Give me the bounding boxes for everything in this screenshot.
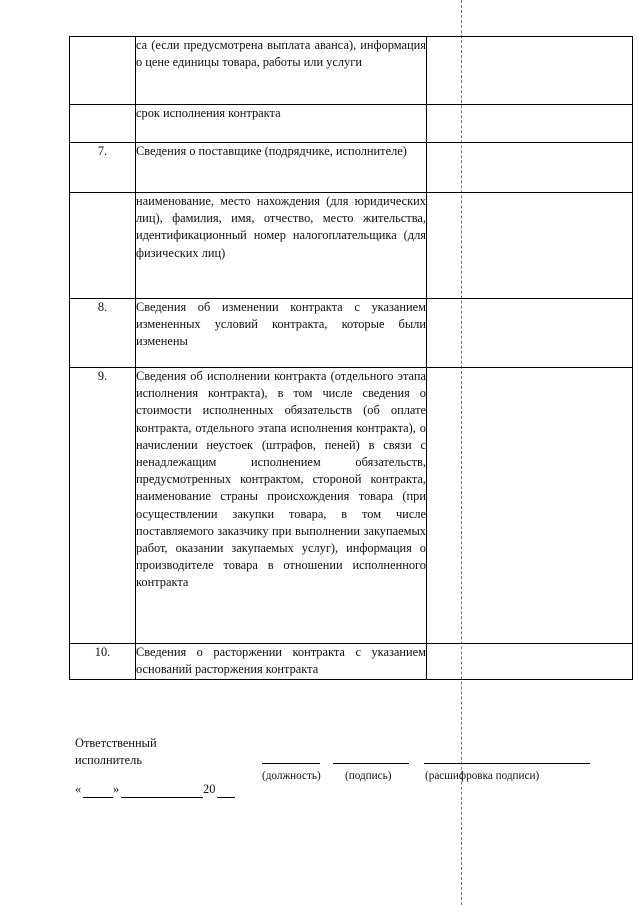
date-open-quote: « xyxy=(75,782,82,796)
date-month-blank xyxy=(121,797,203,798)
row-value-cell xyxy=(427,368,633,644)
signature-caption: (подпись) xyxy=(345,770,392,782)
date-year-blank xyxy=(217,797,235,798)
row-value-cell xyxy=(427,299,633,368)
table-row xyxy=(70,193,633,299)
table-row xyxy=(70,299,633,368)
position-signature-line xyxy=(262,763,320,764)
row-number: 8. xyxy=(70,299,136,368)
row-description: наименование, место нахождения (для юридических лиц), фамилия, имя, отчество, место жительства, идентификационный номер налогоплательщика (для физических лиц) xyxy=(136,193,427,299)
row-value-cell xyxy=(427,105,633,143)
table-row xyxy=(70,37,633,105)
date-close-quote: » xyxy=(113,782,120,796)
row-number xyxy=(70,105,136,143)
decoding-caption: (расшифровка подписи) xyxy=(425,770,540,782)
row-description: Сведения о расторжении контракта с указанием оснований расторжения контракта xyxy=(136,644,427,680)
decoding-signature-line xyxy=(424,763,590,764)
table-row xyxy=(70,105,633,143)
table-row xyxy=(70,143,633,193)
row-description: Сведения о поставщике (подрядчике, исполнителе) xyxy=(136,143,427,193)
row-description: Сведения об изменении контракта с указанием измененных условий контракта, которые были изменены xyxy=(136,299,427,368)
date-day-blank xyxy=(83,797,113,798)
table-row xyxy=(70,368,633,644)
table-row xyxy=(70,644,633,680)
row-description: Сведения об исполнении контракта (отдельного этапа исполнения контракта), в том числе сведения о стоимости исполненных обязательств (об оплате контракта, отдельного этапа исполнения контракта), о начислении неустоек (штрафов, пеней) в связи с ненадлежащим исполнением обязательств, предусмотренных контрактом, стороной контракта, наименование страны происхождения товара (при осуществлении закупки товара, в том числе поставляемого заказчику при выполнении закупаемых работ, оказании закупаемых услуг), информация о производителе товара в отношении исполненного контракта xyxy=(136,368,427,644)
position-caption: (должность) xyxy=(262,770,321,782)
responsible-label-line1: Ответственный xyxy=(75,736,157,750)
row-number: 7. xyxy=(70,143,136,193)
row-value-cell xyxy=(427,644,633,680)
row-number xyxy=(70,193,136,299)
row-description: са (если предусмотрена выплата аванса), информация о цене единицы товара, работы или услуги xyxy=(136,37,427,105)
date-year-prefix: 20 xyxy=(203,782,216,796)
row-value-cell xyxy=(427,193,633,299)
contract-info-table xyxy=(69,36,633,680)
responsible-label-line2: исполнитель xyxy=(75,753,142,767)
row-number: 10. xyxy=(70,644,136,680)
row-value-cell xyxy=(427,143,633,193)
row-value-cell xyxy=(427,37,633,105)
row-number xyxy=(70,37,136,105)
row-number: 9. xyxy=(70,368,136,644)
row-description: срок исполнения контракта xyxy=(136,105,427,143)
signature-line xyxy=(333,763,409,764)
